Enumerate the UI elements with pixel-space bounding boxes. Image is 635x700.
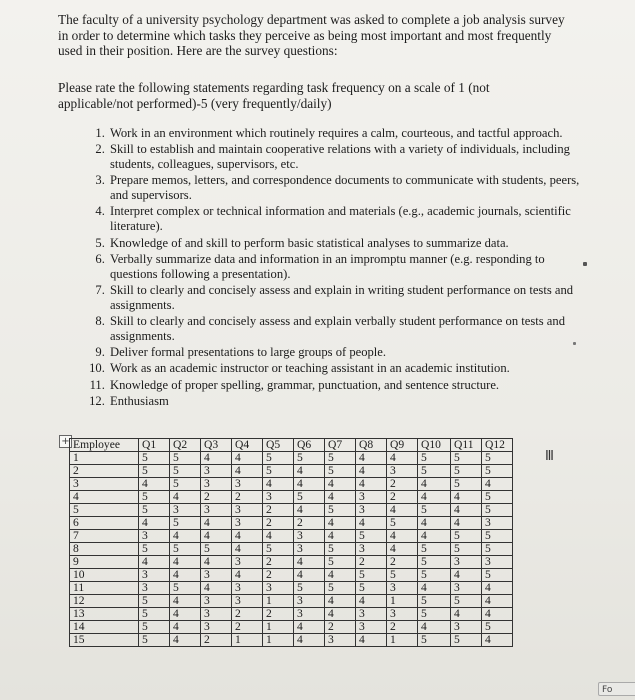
rating-cell: 4 xyxy=(451,569,482,582)
rating-cell: 3 xyxy=(294,530,325,543)
column-header: Q7 xyxy=(325,439,356,452)
rating-cell: 2 xyxy=(263,504,294,517)
employee-id-cell: 2 xyxy=(70,465,139,478)
question-item: 8. Skill to clearly and concisely assess and explain verbally student performance on tests and assignments. xyxy=(108,314,588,344)
rating-cell: 4 xyxy=(418,582,451,595)
rating-cell: 2 xyxy=(263,569,294,582)
rating-cell: 4 xyxy=(356,517,387,530)
table-row xyxy=(70,517,513,530)
table-row xyxy=(70,582,513,595)
question-item: 12. Enthusiasm xyxy=(108,394,588,409)
rating-cell: 4 xyxy=(387,530,418,543)
rating-cell: 4 xyxy=(232,543,263,556)
rating-cell: 5 xyxy=(139,452,170,465)
rating-cell: 4 xyxy=(232,452,263,465)
corner-button[interactable]: Fo xyxy=(598,682,635,696)
rating-cell: 4 xyxy=(232,465,263,478)
table-row xyxy=(70,634,513,647)
rating-cell: 4 xyxy=(325,491,356,504)
column-header: Q11 xyxy=(451,439,482,452)
rating-cell: 5 xyxy=(451,530,482,543)
rating-cell: 3 xyxy=(387,608,418,621)
column-header: Q8 xyxy=(356,439,387,452)
employee-id-cell: 11 xyxy=(70,582,139,595)
rating-cell: 5 xyxy=(170,452,201,465)
rating-cell: 3 xyxy=(356,543,387,556)
table-row xyxy=(70,569,513,582)
survey-results-table xyxy=(69,438,513,647)
question-item: 10. Work as an academic instructor or teaching assistant in an academic institution. xyxy=(108,361,588,376)
rating-cell: 2 xyxy=(232,621,263,634)
rating-cell: 5 xyxy=(170,582,201,595)
rating-cell: 1 xyxy=(263,634,294,647)
rating-cell: 5 xyxy=(482,530,513,543)
rating-cell: 2 xyxy=(387,491,418,504)
question-item: 7. Skill to clearly and concisely assess and explain in writing student performance on tests and assignments. xyxy=(108,283,588,313)
rating-cell: 3 xyxy=(451,621,482,634)
rating-cell: 3 xyxy=(201,608,232,621)
rating-cell: 4 xyxy=(170,595,201,608)
table-row xyxy=(70,478,513,491)
rating-cell: 3 xyxy=(294,608,325,621)
rating-cell: 3 xyxy=(294,543,325,556)
rating-cell: 2 xyxy=(232,491,263,504)
rating-cell: 5 xyxy=(482,465,513,478)
rating-cell: 4 xyxy=(451,608,482,621)
table-row xyxy=(70,504,513,517)
rating-cell: 5 xyxy=(482,621,513,634)
rating-cell: 5 xyxy=(451,595,482,608)
rating-cell: 4 xyxy=(232,530,263,543)
rating-cell: 3 xyxy=(482,556,513,569)
table-row xyxy=(70,452,513,465)
rating-cell: 3 xyxy=(201,569,232,582)
column-header: Q10 xyxy=(418,439,451,452)
rating-cell: 4 xyxy=(294,621,325,634)
rating-cell: 5 xyxy=(139,491,170,504)
survey-question-list xyxy=(78,126,588,410)
rating-cell: 2 xyxy=(387,478,418,491)
rating-cell: 5 xyxy=(139,621,170,634)
rating-cell: 2 xyxy=(263,556,294,569)
rating-cell: 2 xyxy=(387,556,418,569)
employee-id-cell: 5 xyxy=(70,504,139,517)
rating-cell: 3 xyxy=(201,478,232,491)
rating-cell: 4 xyxy=(418,517,451,530)
rating-cell: 3 xyxy=(356,504,387,517)
employee-id-cell: 14 xyxy=(70,621,139,634)
rating-cell: 3 xyxy=(356,608,387,621)
rating-cell: 5 xyxy=(418,556,451,569)
rating-cell: 5 xyxy=(263,543,294,556)
rating-cell: 5 xyxy=(170,478,201,491)
rating-cell: 5 xyxy=(325,452,356,465)
rating-cell: 4 xyxy=(325,569,356,582)
column-header: Employee xyxy=(70,439,139,452)
rating-cell: 5 xyxy=(387,517,418,530)
rating-cell: 2 xyxy=(201,491,232,504)
rating-cell: 2 xyxy=(356,556,387,569)
rating-cell: 5 xyxy=(451,452,482,465)
rating-cell: 3 xyxy=(201,465,232,478)
rating-cell: 5 xyxy=(482,491,513,504)
rating-cell: 5 xyxy=(418,465,451,478)
rating-cell: 3 xyxy=(232,504,263,517)
rating-cell: 3 xyxy=(387,582,418,595)
rating-cell: 4 xyxy=(294,465,325,478)
rating-cell: 2 xyxy=(232,608,263,621)
rating-cell: 3 xyxy=(232,478,263,491)
rating-cell: 3 xyxy=(232,556,263,569)
rating-cell: 4 xyxy=(356,634,387,647)
rating-cell: 4 xyxy=(170,634,201,647)
rating-cell: 5 xyxy=(139,608,170,621)
rating-cell: 1 xyxy=(263,621,294,634)
text-cursor-icon: Ⅲ xyxy=(545,449,554,464)
rating-cell: 5 xyxy=(325,543,356,556)
rating-cell: 3 xyxy=(201,504,232,517)
question-item: 5. Knowledge of and skill to perform basic statistical analyses to summarize data. xyxy=(108,236,588,251)
rating-cell: 5 xyxy=(325,504,356,517)
rating-cell: 4 xyxy=(170,608,201,621)
rating-cell: 4 xyxy=(170,530,201,543)
table-row xyxy=(70,621,513,634)
employee-id-cell: 4 xyxy=(70,491,139,504)
rating-cell: 4 xyxy=(356,465,387,478)
rating-cell: 5 xyxy=(139,595,170,608)
question-item: 1. Work in an environment which routinely requires a calm, courteous, and tactful approach. xyxy=(108,126,588,141)
rating-cell: 5 xyxy=(294,491,325,504)
rating-cell: 4 xyxy=(451,491,482,504)
rating-cell: 5 xyxy=(418,595,451,608)
rating-cell: 4 xyxy=(482,478,513,491)
rating-cell: 4 xyxy=(170,621,201,634)
table-row xyxy=(70,595,513,608)
rating-cell: 3 xyxy=(201,621,232,634)
rating-cell: 2 xyxy=(263,608,294,621)
rating-cell: 5 xyxy=(170,543,201,556)
rating-cell: 5 xyxy=(482,543,513,556)
rating-cell: 4 xyxy=(451,517,482,530)
employee-id-cell: 15 xyxy=(70,634,139,647)
question-item: 2. Skill to establish and maintain cooperative relations with a variety of individuals, including students, colleagues, supervisors, etc. xyxy=(108,142,588,172)
rating-cell: 4 xyxy=(294,504,325,517)
rating-cell: 5 xyxy=(387,569,418,582)
column-header: Q5 xyxy=(263,439,294,452)
question-item: 4. Interpret complex or technical information and materials (e.g., academic journals, scientific literature). xyxy=(108,204,588,234)
rating-cell: 3 xyxy=(263,582,294,595)
rating-cell: 4 xyxy=(418,530,451,543)
column-header: Q9 xyxy=(387,439,418,452)
rating-cell: 4 xyxy=(387,504,418,517)
rating-cell: 4 xyxy=(201,517,232,530)
rating-cell: 4 xyxy=(482,608,513,621)
column-header: Q6 xyxy=(294,439,325,452)
column-header: Q4 xyxy=(232,439,263,452)
table-row xyxy=(70,608,513,621)
rating-cell: 5 xyxy=(418,543,451,556)
employee-id-cell: 12 xyxy=(70,595,139,608)
rating-cell: 5 xyxy=(294,582,325,595)
intro-paragraph: The faculty of a university psychology department was asked to complete a job analysis survey in order to determine which tasks they perceive as being most important and most frequently used in their position. Here are the survey questions: xyxy=(58,12,565,58)
question-item: 3. Prepare memos, letters, and correspondence documents to communicate with students, peers, and supervisors. xyxy=(108,173,588,203)
rating-cell: 1 xyxy=(387,595,418,608)
column-header: Q1 xyxy=(139,439,170,452)
employee-id-cell: 3 xyxy=(70,478,139,491)
rating-cell: 4 xyxy=(356,452,387,465)
rating-cell: 2 xyxy=(201,634,232,647)
rating-cell: 4 xyxy=(451,504,482,517)
employee-id-cell: 1 xyxy=(70,452,139,465)
rating-cell: 5 xyxy=(356,582,387,595)
rating-cell: 4 xyxy=(201,556,232,569)
rating-cell: 4 xyxy=(325,517,356,530)
rating-cell: 5 xyxy=(356,569,387,582)
rating-cell: 2 xyxy=(387,621,418,634)
rating-cell: 3 xyxy=(232,517,263,530)
rating-cell: 1 xyxy=(263,595,294,608)
rating-cell: 5 xyxy=(263,465,294,478)
rating-cell: 4 xyxy=(294,478,325,491)
rating-cell: 3 xyxy=(139,530,170,543)
rating-cell: 4 xyxy=(482,595,513,608)
smudge-mark xyxy=(583,262,587,266)
rating-instructions: Please rate the following statements regarding task frequency on a scale of 1 (not applicable/not performed)-5 (very frequently/daily) xyxy=(58,80,490,111)
employee-id-cell: 7 xyxy=(70,530,139,543)
rating-cell: 4 xyxy=(201,530,232,543)
rating-cell: 4 xyxy=(294,634,325,647)
rating-cell: 4 xyxy=(263,530,294,543)
column-header: Q3 xyxy=(201,439,232,452)
rating-cell: 3 xyxy=(451,582,482,595)
rating-cell: 5 xyxy=(139,634,170,647)
rating-cell: 5 xyxy=(139,504,170,517)
rating-cell: 5 xyxy=(482,452,513,465)
rating-cell: 5 xyxy=(451,478,482,491)
rating-cell: 5 xyxy=(139,465,170,478)
table-row xyxy=(70,465,513,478)
table-header-row xyxy=(70,439,513,452)
rating-cell: 4 xyxy=(418,621,451,634)
rating-cell: 3 xyxy=(263,491,294,504)
rating-cell: 3 xyxy=(356,491,387,504)
rating-cell: 5 xyxy=(418,504,451,517)
rating-cell: 4 xyxy=(294,556,325,569)
rating-cell: 1 xyxy=(387,634,418,647)
rating-cell: 4 xyxy=(387,543,418,556)
rating-cell: 5 xyxy=(451,465,482,478)
question-item: 11. Knowledge of proper spelling, grammar, punctuation, and sentence structure. xyxy=(108,378,588,393)
rating-cell: 4 xyxy=(356,478,387,491)
rating-cell: 5 xyxy=(418,452,451,465)
rating-cell: 3 xyxy=(356,621,387,634)
rating-cell: 4 xyxy=(387,452,418,465)
employee-id-cell: 9 xyxy=(70,556,139,569)
rating-cell: 3 xyxy=(482,517,513,530)
employee-id-cell: 6 xyxy=(70,517,139,530)
rating-cell: 5 xyxy=(418,608,451,621)
rating-cell: 5 xyxy=(325,465,356,478)
rating-cell: 4 xyxy=(418,491,451,504)
rating-cell: 1 xyxy=(232,634,263,647)
rating-cell: 4 xyxy=(139,517,170,530)
rating-cell: 5 xyxy=(201,543,232,556)
rating-cell: 4 xyxy=(139,556,170,569)
rating-cell: 4 xyxy=(482,582,513,595)
rating-cell: 4 xyxy=(418,478,451,491)
rating-cell: 5 xyxy=(325,556,356,569)
rating-cell: 5 xyxy=(170,465,201,478)
rating-cell: 2 xyxy=(263,517,294,530)
rating-cell: 4 xyxy=(170,569,201,582)
rating-cell: 4 xyxy=(482,634,513,647)
rating-cell: 3 xyxy=(451,556,482,569)
table-row xyxy=(70,491,513,504)
table-row xyxy=(70,543,513,556)
rating-cell: 4 xyxy=(356,595,387,608)
rating-cell: 3 xyxy=(139,569,170,582)
table-body xyxy=(70,452,513,647)
rating-cell: 5 xyxy=(139,543,170,556)
table-row xyxy=(70,530,513,543)
rating-cell: 3 xyxy=(325,634,356,647)
rating-cell: 4 xyxy=(201,452,232,465)
rating-cell: 4 xyxy=(325,478,356,491)
rating-cell: 3 xyxy=(139,582,170,595)
rating-cell: 5 xyxy=(263,452,294,465)
rating-cell: 4 xyxy=(325,608,356,621)
rating-cell: 5 xyxy=(451,634,482,647)
rating-cell: 5 xyxy=(418,634,451,647)
rating-cell: 3 xyxy=(294,595,325,608)
column-header: Q12 xyxy=(482,439,513,452)
employee-id-cell: 13 xyxy=(70,608,139,621)
employee-id-cell: 10 xyxy=(70,569,139,582)
rating-cell: 4 xyxy=(325,595,356,608)
table-row xyxy=(70,556,513,569)
rating-cell: 2 xyxy=(294,517,325,530)
rating-cell: 4 xyxy=(263,478,294,491)
rating-cell: 3 xyxy=(232,582,263,595)
rating-cell: 5 xyxy=(325,582,356,595)
rating-cell: 4 xyxy=(232,569,263,582)
smudge-mark xyxy=(573,342,576,345)
rating-cell: 3 xyxy=(170,504,201,517)
column-header: Q2 xyxy=(170,439,201,452)
rating-cell: 3 xyxy=(232,595,263,608)
rating-cell: 4 xyxy=(201,582,232,595)
rating-cell: 4 xyxy=(170,491,201,504)
rating-cell: 4 xyxy=(325,530,356,543)
rating-cell: 5 xyxy=(482,569,513,582)
question-item: 9. Deliver formal presentations to large groups of people. xyxy=(108,345,588,360)
question-item: 6. Verbally summarize data and information in an impromptu manner (e.g. responding to questions following a presentation). xyxy=(108,252,588,282)
table-expand-icon[interactable]: + xyxy=(59,435,72,448)
rating-cell: 3 xyxy=(201,595,232,608)
rating-cell: 5 xyxy=(482,504,513,517)
employee-id-cell: 8 xyxy=(70,543,139,556)
rating-cell: 3 xyxy=(387,465,418,478)
rating-cell: 5 xyxy=(294,452,325,465)
rating-cell: 5 xyxy=(451,543,482,556)
rating-cell: 5 xyxy=(170,517,201,530)
rating-cell: 4 xyxy=(139,478,170,491)
rating-cell: 4 xyxy=(294,569,325,582)
rating-cell: 2 xyxy=(325,621,356,634)
rating-cell: 5 xyxy=(418,569,451,582)
rating-cell: 4 xyxy=(170,556,201,569)
rating-cell: 5 xyxy=(356,530,387,543)
